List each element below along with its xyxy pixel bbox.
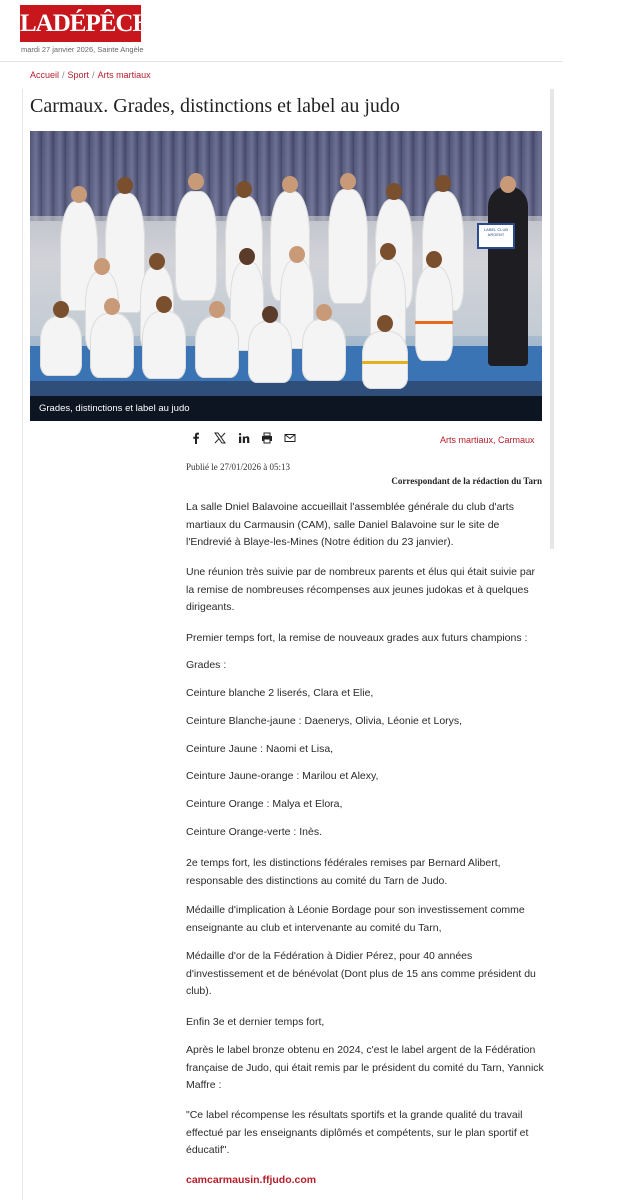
photo-person: [415, 266, 453, 361]
photo-head: [377, 315, 393, 332]
article-paragraph: Ceinture Orange : Malya et Elora,: [186, 798, 343, 810]
article-paragraph: 2e temps fort, les distinctions fédérales remises par Bernard Alibert, responsable des distinctions au comité du Tarn de Judo.: [186, 857, 501, 887]
photo-head: [386, 183, 402, 200]
photo-person: [175, 191, 217, 301]
photo-caption: Grades, distinctions et label au judo: [30, 396, 542, 421]
breadcrumb-separator: /: [92, 70, 95, 80]
article-paragraph: Médaille d'or de la Fédération à Didier Pérez, pour 40 années d'investissement et de bénévolat (Dont plus de 15 ans comme président du club).: [186, 950, 536, 997]
breadcrumb-separator: /: [62, 70, 65, 80]
share-email[interactable]: [284, 432, 296, 448]
photo-head: [282, 176, 298, 193]
photo-person: [248, 321, 292, 383]
photo-head: [500, 176, 516, 193]
share-x[interactable]: [214, 432, 226, 448]
club-website-link[interactable]: camcarmausin.ffjudo.com: [186, 1174, 317, 1186]
email-icon: [284, 432, 296, 444]
photo-person: [328, 189, 368, 304]
article-paragraph: Premier temps fort, la remise de nouveaux grades aux futurs champions :: [186, 632, 528, 644]
photo-head: [316, 304, 332, 321]
photo-head: [156, 296, 172, 313]
breadcrumb: [30, 70, 151, 80]
site-logo[interactable]: LADÉPÊCHE: [20, 5, 141, 42]
photo-belt: [362, 361, 408, 364]
article-paragraph: Médaille d'implication à Léonie Bordage pour son investissement comme enseignante au club et intervenante au comité du Tarn,: [186, 904, 525, 934]
photo-person: [142, 311, 186, 379]
article-title: Carmaux. Grades, distinctions et label au judo: [30, 95, 400, 117]
photo-head: [94, 258, 110, 275]
photo-head: [149, 253, 165, 270]
photo-head: [71, 186, 87, 203]
site-header: [0, 0, 563, 62]
breadcrumb-home[interactable]: Accueil: [30, 70, 60, 80]
photo-head: [262, 306, 278, 323]
photo-head: [209, 301, 225, 318]
photo-person: [195, 316, 239, 378]
scrollbar[interactable]: [550, 89, 554, 549]
photo-person: [40, 316, 82, 376]
label-sign-text: LABEL CLUB ARGENT: [483, 227, 509, 237]
photo-head: [289, 246, 305, 263]
share-facebook[interactable]: [190, 432, 202, 448]
photo-head: [239, 248, 255, 265]
article-paragraph: Enfin 3e et dernier temps fort,: [186, 1016, 325, 1028]
breadcrumb-arts-martiaux[interactable]: Arts martiaux: [97, 70, 151, 80]
breadcrumb-sport[interactable]: Sport: [67, 70, 90, 80]
photo-head: [117, 177, 133, 194]
published-date: Publié le 27/01/2026 à 05:13: [186, 462, 290, 472]
header-date: mardi 27 janvier 2026, Sainte Angèle: [21, 45, 144, 54]
photo-head: [104, 298, 120, 315]
photo-woman: [488, 186, 528, 366]
article-paragraph: Ceinture Jaune : Naomi et Lisa,: [186, 743, 334, 755]
photo-person: [90, 313, 134, 378]
photo-head: [380, 243, 396, 260]
print-icon: [261, 432, 273, 444]
share-print[interactable]: [261, 432, 273, 448]
photo-head: [236, 181, 252, 198]
article-paragraph: Une réunion très suivie par de nombreux parents et élus qui était suivie par la remise de nombreuses récompenses aux jeunes judokas et à quelques dirigeants.: [186, 566, 536, 613]
x-icon: [214, 432, 226, 444]
article-paragraph: Après le label bronze obtenu en 2024, c'est le label argent de la Fédération française de Judo, qui était remis par le président du comité du Tarn, Yannick Maffre :: [186, 1044, 544, 1091]
photo-head: [340, 173, 356, 190]
article-paragraph: Grades :: [186, 659, 227, 671]
article-paragraph: Ceinture Jaune-orange : Marilou et Alexy,: [186, 770, 379, 782]
facebook-icon: [190, 432, 202, 444]
article-quote: "Ce label récompense les résultats sportifs et la grande qualité du travail effectué par les enseignants diplômés et compétents, sur le plan sportif et éducatif".: [186, 1109, 529, 1156]
article-author: Correspondant de la rédaction du Tarn: [391, 476, 542, 486]
photo-head: [426, 251, 442, 268]
share-linkedin[interactable]: [238, 432, 250, 448]
photo-belt: [415, 321, 453, 324]
photo-head: [188, 173, 204, 190]
article-photo[interactable]: [30, 131, 542, 421]
photo-head: [53, 301, 69, 318]
photo-person: [362, 331, 408, 389]
photo-person: [302, 319, 346, 381]
article-paragraph: Ceinture Blanche-jaune : Daenerys, Olivia, Léonie et Lorys,: [186, 715, 463, 727]
article-paragraph: La salle Dniel Balavoine accueillait l'assemblée générale du club d'arts martiaux du Carmausin (CAM), salle Daniel Balavoine sur le site de l'Endrevié à Blaye-les-Mines (Notre édition du 23 janvier).: [186, 501, 514, 548]
article-paragraph: Ceinture Orange-verte : Inès.: [186, 826, 322, 838]
photo-head: [435, 175, 451, 192]
linkedin-icon: [238, 432, 250, 444]
article-tags[interactable]: Arts martiaux, Carmaux: [440, 435, 535, 445]
article-paragraph: Ceinture blanche 2 liserés, Clara et Elie,: [186, 687, 374, 699]
